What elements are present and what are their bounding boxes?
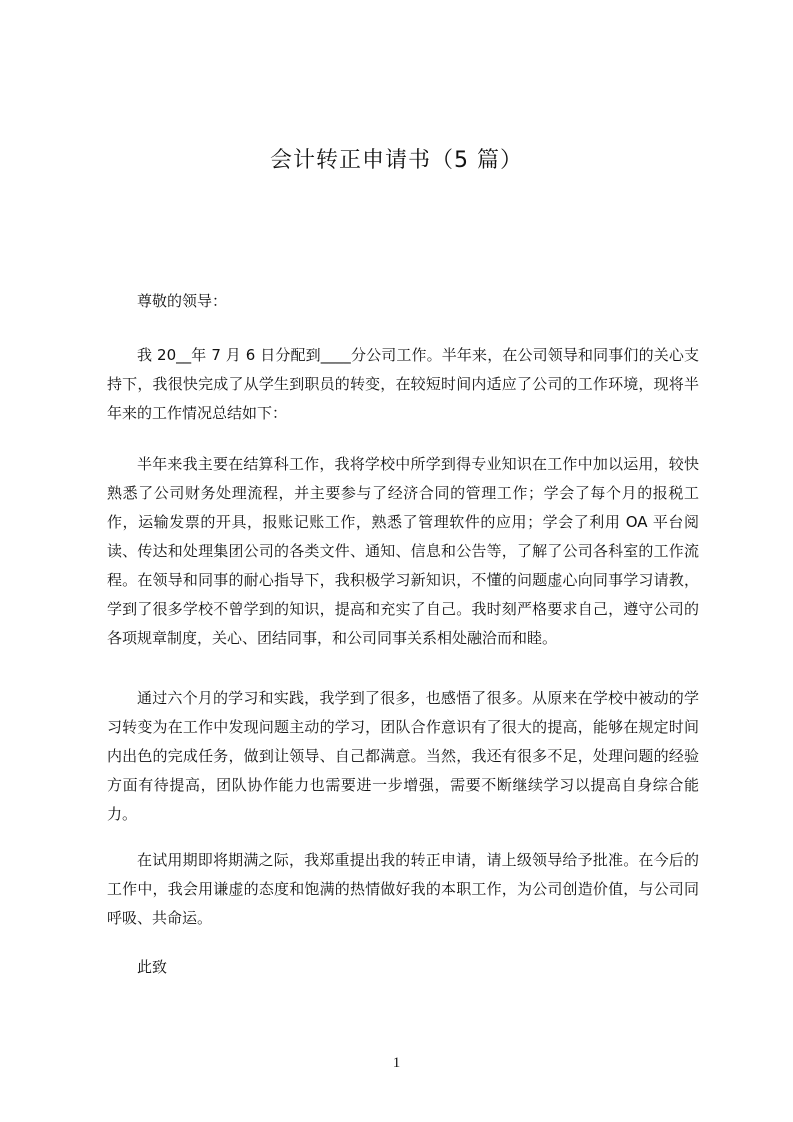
salutation: 尊敬的领导： (137, 292, 228, 310)
paragraph-4: 在试用期即将期满之际，我郑重提出我的转正申请，请上级领导给予批准。在今后的工作中，我会用谦虚的态度和饱满的热情做好我的本职工作，为公司创造价值，与公司同呼吸、共命运。 (107, 851, 699, 927)
paragraph-1: 我 20__年 7 月 6 日分配到____分公司工作。半年来，在公司领导和同事们的关心支持下，我很快完成了从学生到职员的转变，在较短时间内适应了公司的工作环境，现将半年来的工作情况总结如下： (107, 346, 699, 422)
paragraph-3: 通过六个月的学习和实践，我学到了很多，也感悟了很多。从原来在学校中被动的学习转变为在工作中发现问题主动的学习，团队合作意识有了很大的提高，能够在规定时间内出色的完成任务，做到让领导、自己都满意。当然，我还有很多不足，处理问题的经验方面有待提高，团队协作能力也需要进一步增强，需要不断继续学习以提高自身综合能力。 (107, 689, 699, 823)
page-number: 1 (392, 1055, 401, 1071)
document-title: 会计转正申请书（5 篇） (270, 148, 523, 173)
closing-phrase: 此致 (137, 958, 168, 976)
paragraph-2: 半年来我主要在结算科工作，我将学校中所学到得专业知识在工作中加以运用，较快熟悉了公司财务处理流程，并主要参与了经济合同的管理工作；学会了每个月的报税工作，运输发票的开具，报账记账工作，熟悉了管理软件的应用；学会了利用 OA 平台阅读、传达和处理集团公司的各类文件、通知、信息和公告等，了解了公司各科室的工作流程。在领导和同事的耐心指导下，我积极学习新知识，不懂的问题虚心向同事学习请教，学到了很多学校不曾学到的知识，提高和充实了自己。我时刻严格要求自己，遵守公司的各项规章制度，关心、团结同事，和公司同事关系相处融洽而和睦。 (107, 455, 699, 647)
